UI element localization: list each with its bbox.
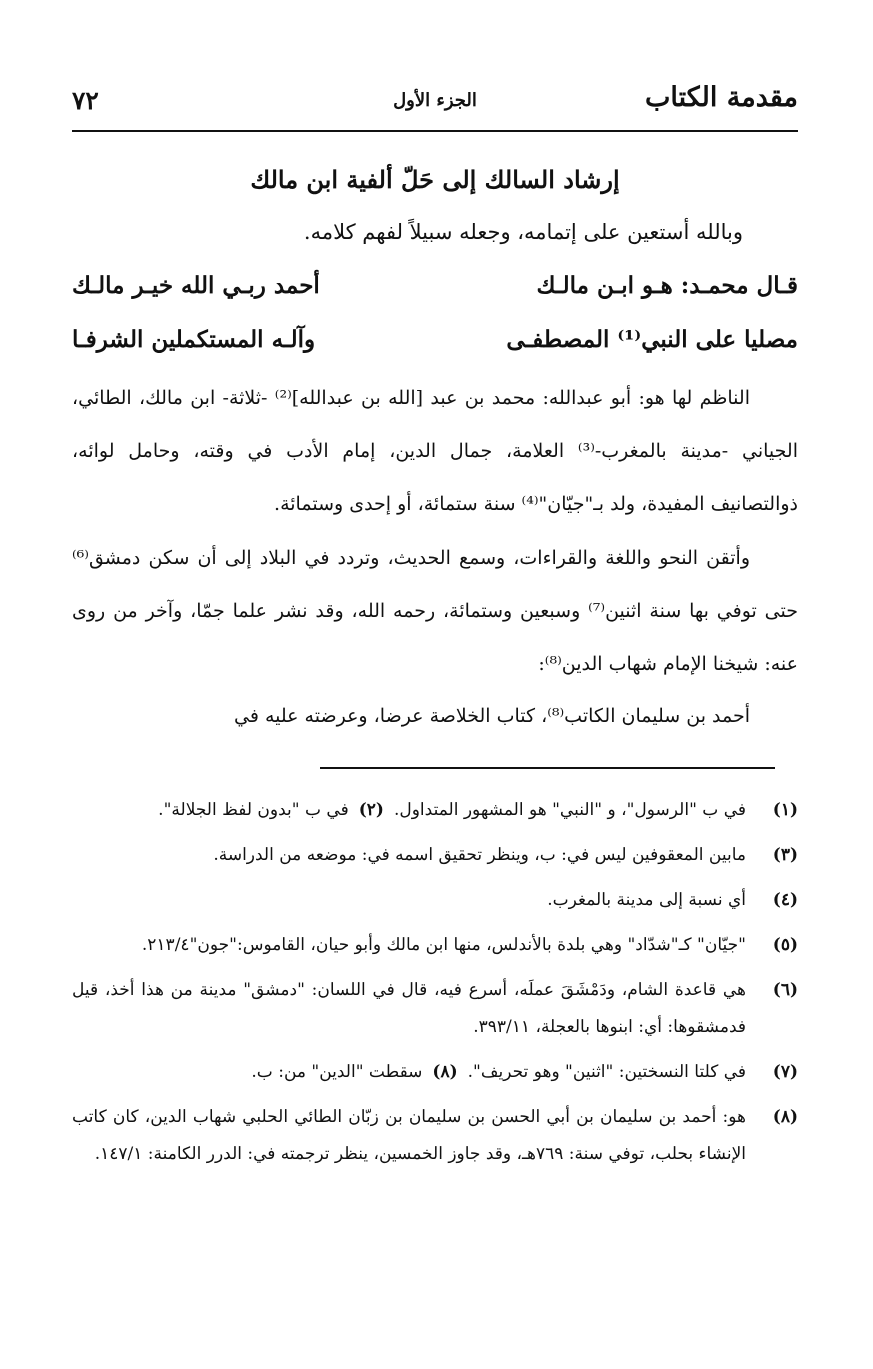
- footnote-number: (٨): [432, 1062, 458, 1082]
- footnote-number: (٤): [772, 890, 798, 910]
- volume-label: الجزء الأول: [393, 90, 477, 111]
- header-divider: [72, 130, 798, 132]
- page-number: ٧٢: [72, 86, 99, 115]
- footnote: [72, 792, 798, 829]
- footnotes: [72, 792, 798, 1181]
- verse-second-hemistich: وآلـه المستكملين الشرفـا: [72, 326, 316, 353]
- footnote-divider: [320, 767, 775, 769]
- verse-first-hemistich: مصليا على النبي⁽¹⁾ المصطفـى: [506, 326, 798, 353]
- footnote-text: في ب "بدون لفظ الجلالة".: [158, 800, 349, 820]
- footnote-text: أي نسبة إلى مدينة بالمغرب.: [547, 890, 746, 910]
- footnote-number: (١): [772, 800, 798, 820]
- footnote: [72, 1054, 798, 1091]
- verse-second-hemistich: أحمد ربـي الله خيـر مالـك: [72, 272, 320, 299]
- footnote-text: في ب "الرسول"، و "النبي" هو المشهور المتداول.: [393, 800, 746, 820]
- intro-line: وبالله أستعين على إتمامه، وجعله سبيلاً لفهم كلامه.: [303, 220, 743, 244]
- footnote-number: (٣): [772, 845, 798, 865]
- verse-first-hemistich: قـال محمـد: هـو ابـن مالـك: [536, 272, 798, 299]
- footnote-number: (٥): [772, 935, 798, 955]
- page-header: [72, 78, 798, 126]
- footnote-text: "جيّان" كـ"شدّاد" وهي بلدة بالأندلس، منها ابن مالك وأبو حيان، القاموس:"جون"٢١٣/٤.: [141, 935, 746, 955]
- footnote-text: هي قاعدة الشام، ودَمْشَقَ عملَه، أسرع فيه، قال في اللسان: "دمشق" مدينة من هذا أخذ، قيل فدمشقوها: أي: ابنوها بالعجلة، ٣٩٣/١١.: [72, 980, 746, 1037]
- verse-line: [72, 272, 798, 316]
- footnote-number: (٧): [772, 1062, 798, 1082]
- body-paragraph: أحمد بن سليمان الكاتب⁽⁸⁾، كتاب الخلاصة عرضا، وعرضته عليه في: [234, 705, 750, 727]
- footnote-number: (٦): [772, 980, 798, 1000]
- running-title: مقدمة الكتاب: [644, 82, 798, 113]
- footnote-text: في كلتا النسختين: "اثنين" وهو تحريف".: [467, 1062, 746, 1082]
- chapter-title: إرشاد السالك إلى حَلّ ألفية ابن مالك: [250, 165, 620, 194]
- footnote: [72, 972, 798, 1046]
- verse-line: [72, 326, 798, 370]
- body-paragraph: وأتقن النحو واللغة والقراءات، وسمع الحديث، وتردد في البلاد إلى أن سكن دمشق⁽⁶⁾ حتى توفي بها سنة اثنين⁽⁷⁾ وسبعين وستمائة، رحمه الله، وقد نشر علما جمّا، وآخر من روى عنه: شيخنا الإمام شهاب الدين⁽⁸⁾:: [72, 547, 798, 675]
- footnote-number: (٢): [358, 800, 384, 820]
- body-paragraph: الناظم لها هو: أبو عبدالله: محمد بن عبد [الله بن عبدالله]⁽²⁾ -ثلاثة- ابن مالك، الطائي، الجياني -مدينة بالمغرب-⁽³⁾ العلامة، جمال الدين، إمام الأدب في وقته، وحامل لوائه، ذوالتصانيف المفيدة، ولد بـ"جيّان"⁽⁴⁾ سنة ستمائة، أو إحدى وستمائة.: [72, 387, 798, 515]
- footnote-text: سقطت "الدين" من: ب.: [251, 1062, 423, 1082]
- footnote: [72, 927, 798, 964]
- footnote: [72, 882, 798, 919]
- footnote: [72, 837, 798, 874]
- footnote-number: (٨): [772, 1107, 798, 1127]
- footnote-text: مابين المعقوفين ليس في: ب، وينظر تحقيق اسمه في: موضعه من الدراسة.: [213, 845, 746, 865]
- footnote: [72, 1099, 798, 1173]
- footnote-text: هو: أحمد بن سليمان بن أبي الحسن بن سليمان بن زبّان الطائي الحلبي شهاب الدين، كان كاتب الإنشاء بحلب، توفي سنة: ٧٦٩هـ، وقد جاوز الخمسين، ينظر ترجمته في: الدرر الكامنة: ١٤٧/١.: [72, 1107, 746, 1164]
